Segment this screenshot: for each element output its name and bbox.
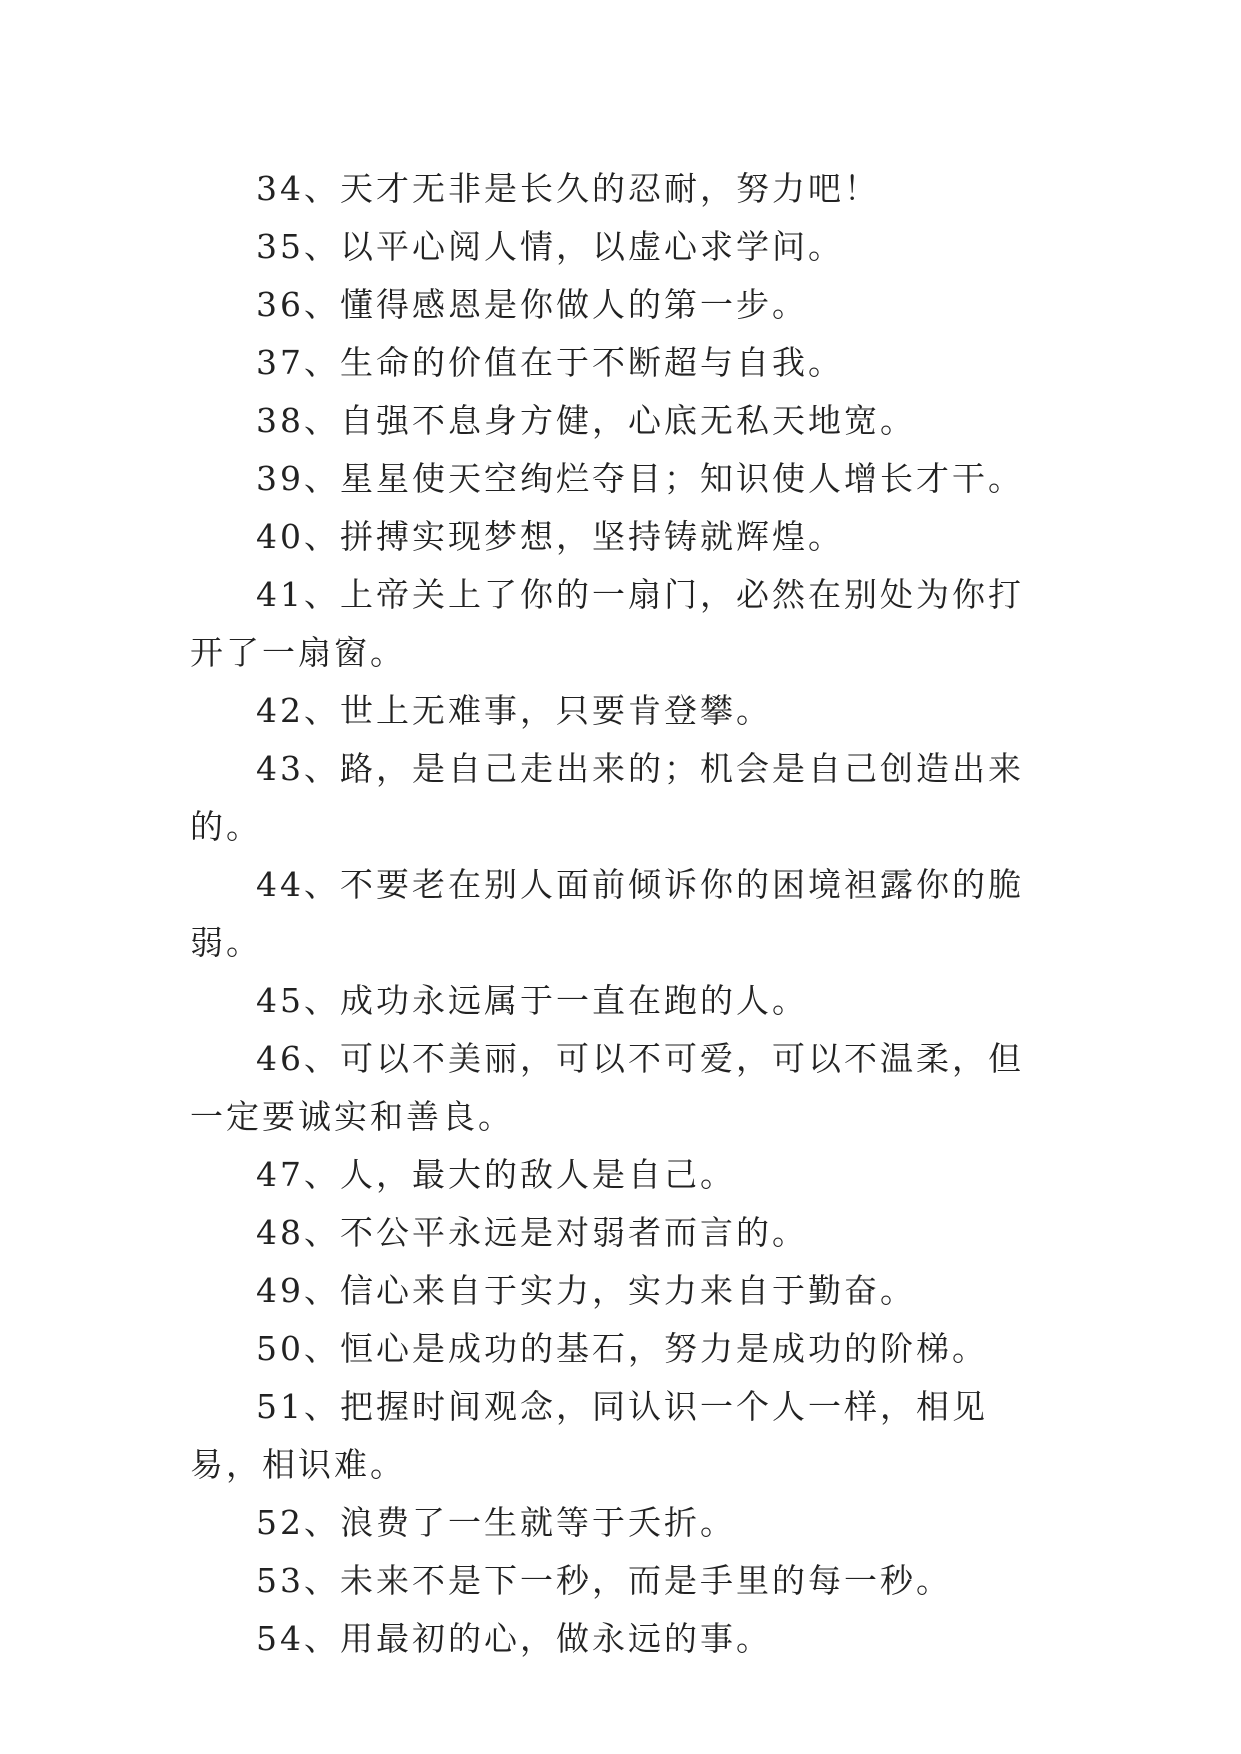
list-item: 48、不公平永远是对弱者而言的。: [256, 1213, 808, 1252]
list-item: 37、生命的价值在于不断超与自我。: [256, 343, 844, 382]
list-item: 40、拼搏实现梦想，坚持铸就辉煌。: [256, 517, 844, 556]
list-item: 46、可以不美丽，可以不可爱，可以不温柔，但一定要诚实和善良。: [190, 1039, 1024, 1136]
list-item: 52、浪费了一生就等于夭折。: [256, 1503, 736, 1542]
list-item: 41、上帝关上了你的一扇门，必然在别处为你打开了一扇窗。: [190, 575, 1024, 672]
list-item: 39、星星使天空绚烂夺目；知识使人增长才干。: [256, 459, 1024, 498]
list-item: 42、世上无难事，只要肯登攀。: [256, 691, 772, 730]
list-item: 38、自强不息身方健，心底无私天地宽。: [256, 401, 916, 440]
list-item: 54、用最初的心，做永远的事。: [256, 1619, 772, 1658]
list-item: 45、成功永远属于一直在跑的人。: [256, 981, 808, 1020]
list-item: 49、信心来自于实力，实力来自于勤奋。: [256, 1271, 916, 1310]
list-item: 51、把握时间观念，同认识一个人一样，相见易，相识难。: [190, 1387, 988, 1484]
list-item: 47、人，最大的敌人是自己。: [256, 1155, 736, 1194]
list-item: 43、路，是自己走出来的；机会是自己创造出来的。: [190, 749, 1024, 846]
list-item: 44、不要老在别人面前倾诉你的困境袒露你的脆弱。: [190, 865, 1024, 962]
list-item: 35、以平心阅人情，以虚心求学问。: [256, 227, 844, 266]
list-item: 34、天才无非是长久的忍耐，努力吧！: [256, 169, 880, 208]
list-item: 50、恒心是成功的基石，努力是成功的阶梯。: [256, 1329, 988, 1368]
list-item: 36、懂得感恩是你做人的第一步。: [256, 285, 808, 324]
list-item: 53、未来不是下一秒，而是手里的每一秒。: [256, 1561, 952, 1600]
quote-list: [190, 160, 1058, 1668]
